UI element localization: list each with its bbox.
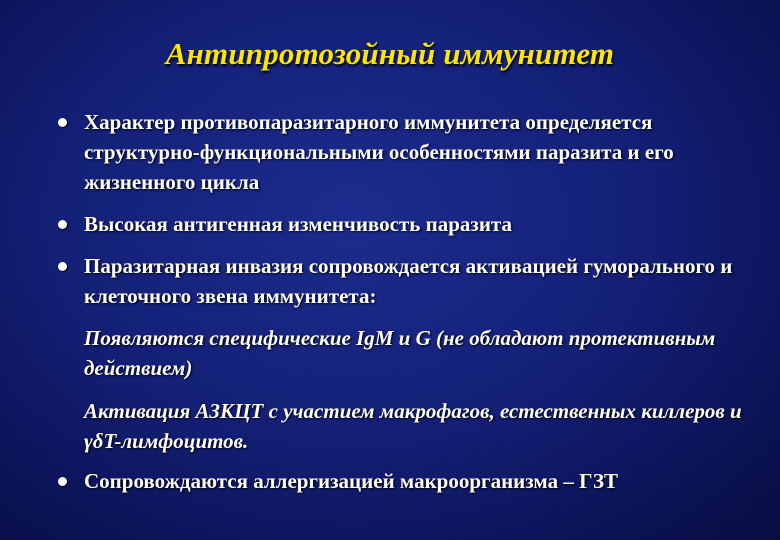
sub-item-2: Активация АЗКЦТ с участием макрофагов, естественных киллеров и γδT-лимфоцитов. <box>84 399 742 453</box>
bullet-dot-icon <box>58 477 67 486</box>
bullet-item-3 <box>58 251 748 311</box>
bullet-text-1: Характер противопаразитарного иммунитета определяется структурно-функциональными особенностями паразита и его жизненного цикла <box>84 110 674 194</box>
bullet-text-4: Сопровождаются аллергизацией макроорганизма – ГЗТ <box>84 469 619 493</box>
bullet-item-4 <box>58 466 748 496</box>
bullet-dot-icon <box>58 262 67 271</box>
bullet-text-3: Паразитарная инвазия сопровождается активацией гуморального и клеточного звена иммунитета: <box>84 254 733 308</box>
bullet-item-1 <box>58 107 748 197</box>
bullet-dot-icon <box>58 220 67 229</box>
bullet-text-2: Высокая антигенная изменчивость паразита <box>84 212 513 236</box>
slide-title: Антипротозойный иммунитет <box>165 36 615 71</box>
bullet-dot-icon <box>58 118 67 127</box>
sub-item-1: Появляются специфические IgM и G (не обладают протективным действием) <box>84 326 716 380</box>
bullet-item-2 <box>58 209 748 239</box>
